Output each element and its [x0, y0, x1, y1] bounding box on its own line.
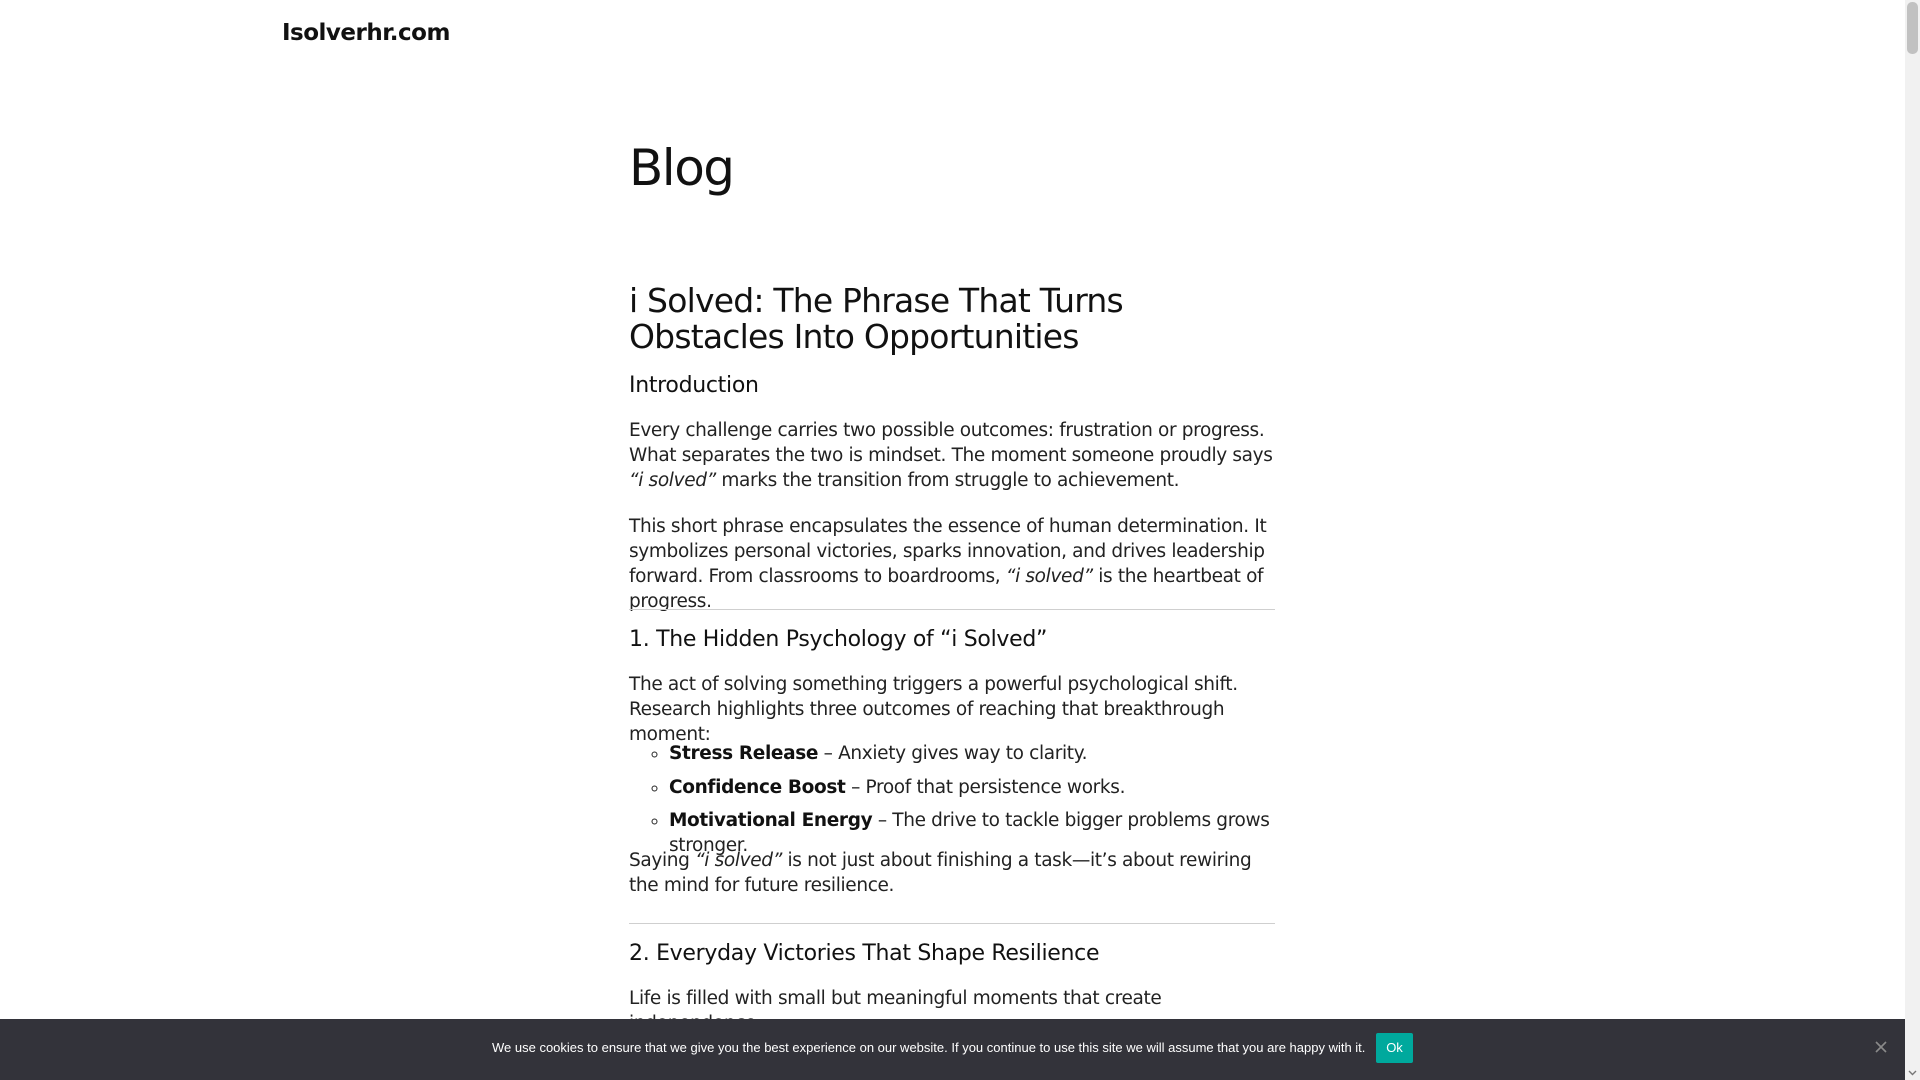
vertical-scrollbar[interactable]	[1905, 0, 1920, 1080]
scrollbar-thumb[interactable]	[1907, 2, 1918, 54]
intro-heading: Introduction	[629, 373, 759, 398]
cookie-notice-bar	[0, 1019, 1905, 1080]
intro-paragraph-1: Every challenge carries two possible outcomes: frustration or progress. What separates the two is mindset. The moment someone proudly says “i solved” marks the transition from struggle to achievement.	[629, 420, 1273, 491]
list-item: ◦ Stress Release – Anxiety gives way to clarity.	[669, 741, 1275, 766]
cookie-ok-button[interactable]: Ok	[1376, 1033, 1413, 1063]
section-2-heading: 2. Everyday Victories That Shape Resilience	[629, 941, 1100, 966]
section-1-paragraph-1: The act of solving something triggers a powerful psychological shift. Research highlights three outcomes of reaching that breakthrough moment:	[629, 674, 1238, 745]
scroll-down-arrow-icon[interactable]	[1908, 1068, 1917, 1077]
i-solved-emphasis: “i solved”	[695, 850, 782, 871]
post-title[interactable]: i Solved: The Phrase That Turns Obstacles Into Opportunities	[629, 281, 1123, 356]
section-1-heading: 1. The Hidden Psychology of “i Solved”	[629, 627, 1048, 652]
page-title: Blog	[629, 139, 734, 197]
i-solved-emphasis: “i solved”	[629, 470, 716, 491]
site-title-link[interactable]: Isolverhr.com	[282, 20, 450, 46]
close-icon[interactable]	[1873, 1040, 1889, 1056]
section-2-paragraph-1: Life is filled with small but meaningful moments that create	[629, 988, 1162, 1009]
list-item: ◦ Motivational Energy – The drive to tackle bigger problems grows stronger.	[669, 808, 1275, 858]
i-solved-emphasis: “i solved”	[1005, 566, 1093, 587]
section-1-paragraph-2: Saying “i solved” is not just about finishing a task—it’s about rewiring the mind for future resilience.	[629, 850, 1252, 896]
close-icon-glyph	[1874, 1040, 1888, 1054]
main-content	[629, 138, 1275, 1009]
section-divider	[629, 609, 1275, 610]
section-divider	[629, 923, 1275, 924]
cookie-message: We use cookies to ensure that we give you the best experience on our website. If you continue to use this site we will assume that you are happy with it.	[492, 1040, 1366, 1055]
intro-paragraph-2: This short phrase encapsulates the essence of human determination. It symbolizes personal victories, sparks innovation, and drives leadership forward. From classrooms to boardrooms, “i solved” is the heartbeat of progress.	[629, 516, 1267, 612]
list-item: ◦ Confidence Boost – Proof that persistence works.	[669, 775, 1275, 800]
